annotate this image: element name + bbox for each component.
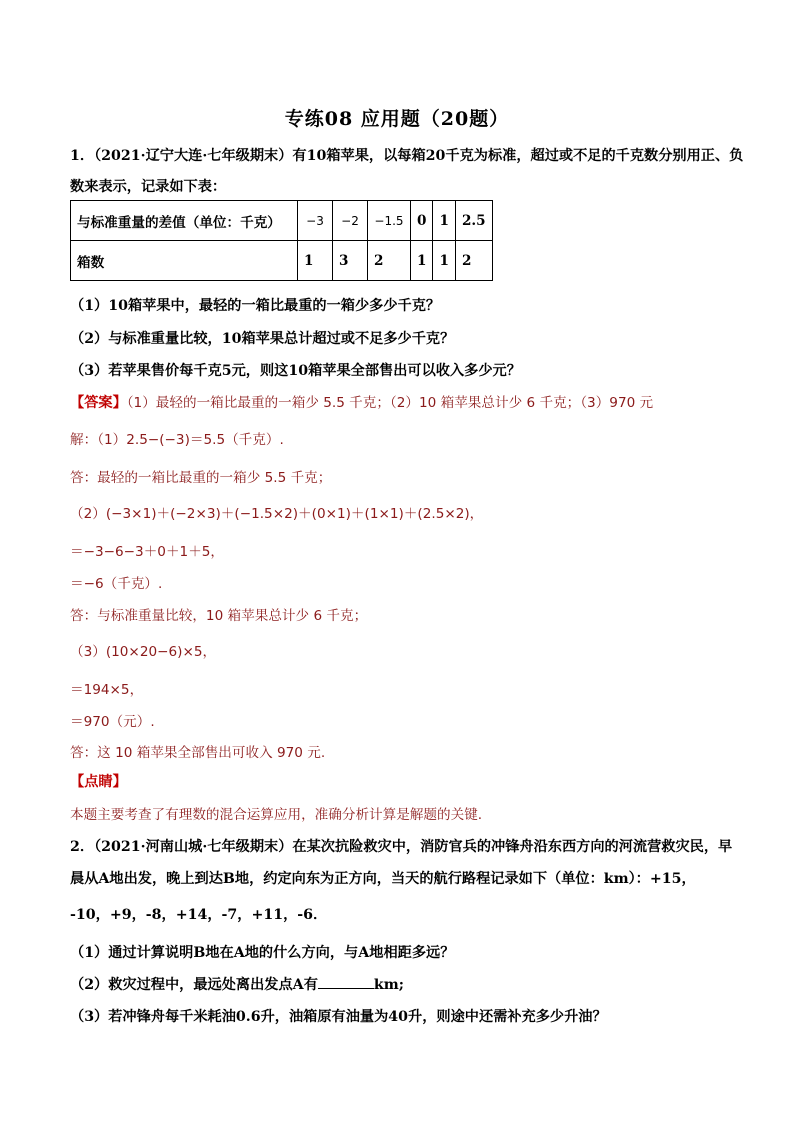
q2-subquestion-2-suffix: km; [373, 977, 404, 993]
q2-subquestion-1: （1）通过计算说明B地在A地的什么方向，与A地相距多远？ [70, 945, 455, 961]
answer-blank [318, 976, 374, 989]
q1-solution-step-6: 答：与标准重量比较，10 箱苹果总计少 6 千克； [70, 608, 368, 624]
table-cell: 1 [411, 241, 433, 281]
q2-subquestion-2 [70, 974, 730, 994]
table-row [71, 241, 493, 281]
q2-stem-line1: 2．（2021·河南山城·七年级期末）在某次抗险救灾中，消防官兵的冲锋舟沿东西方向的河流营救灾民，早 [70, 839, 733, 855]
table-cell: 0 [411, 201, 433, 241]
q1-solution-step-10: 答：这 10 箱苹果全部售出可收入 970 元. [70, 745, 326, 761]
q1-subquestion-1: （1）10箱苹果中，最轻的一箱比最重的一箱少多少千克？ [70, 298, 441, 314]
table-cell: 3 [333, 241, 368, 281]
q1-stem-line2: 数来表示，记录如下表： [70, 179, 227, 195]
table-cell: 1 [433, 201, 455, 241]
q1-solution-step-1: 解：（1）2.5−(−3)＝5.5（千克）. [70, 432, 284, 448]
answer-tag: 【答案】 [70, 395, 127, 411]
q1-stem-line1: 1．（2021·辽宁大连·七年级期末）有10箱苹果，以每箱20千克为标准，超过或不足的千克数分别用正、负 [70, 148, 744, 164]
table-cell: 2 [455, 241, 492, 281]
table-cell: 2 [368, 241, 411, 281]
table-cell: −3 [298, 201, 333, 241]
q2-stem-line2: 晨从A地出发，晚上到达B地，约定向东为正方向，当天的航行路程记录如下（单位：km）：+15， [70, 871, 696, 887]
q1-solution-step-5: ＝−6（千克）. [70, 576, 163, 592]
q1-solution-step-9: ＝970（元）. [70, 714, 155, 730]
q1-comment-tag: 【点睛】 [70, 774, 127, 790]
q2-subquestion-2-prefix: （2）救灾过程中，最远处离出发点A有 [70, 977, 318, 993]
q2-stem-line3: -10，+9，-8，+14，-7，+11，-6． [70, 907, 328, 923]
q1-answer [70, 391, 730, 412]
table-cell: 1 [298, 241, 333, 281]
table-cell: −2 [333, 201, 368, 241]
answer-text: （1）最轻的一箱比最重的一箱少 5.5 千克；（2）10 箱苹果总计少 6 千克；（3）970 元 [126, 395, 654, 411]
table-row-label: 与标准重量的差值（单位：千克） [71, 201, 298, 241]
q1-solution-step-2: 答：最轻的一箱比最重的一箱少 5.5 千克； [70, 470, 332, 486]
q1-subquestion-3: （3）若苹果售价每千克5元，则这10箱苹果全部售出可以收入多少元？ [70, 363, 521, 379]
q1-data-table [70, 200, 493, 281]
q1-solution-step-4: ＝−3−6−3＋0＋1＋5， [70, 544, 225, 560]
table-cell: 2.5 [455, 201, 492, 241]
q1-solution-step-7: （3）(10×20−6)×5， [70, 644, 217, 660]
q1-subquestion-2: （2）与标准重量比较，10箱苹果总计超过或不足多少千克？ [70, 331, 455, 347]
table-row [71, 201, 493, 241]
q2-subquestion-3: （3）若冲锋舟每千米耗油0.6升，油箱原有油量为40升，则途中还需补充多少升油？ [70, 1009, 607, 1025]
table-row-label: 箱数 [71, 241, 298, 281]
table-cell: 1 [433, 241, 455, 281]
table-cell: −1.5 [368, 201, 411, 241]
q1-comment: 本题主要考查了有理数的混合运算应用，准确分析计算是解题的关键. [70, 807, 483, 823]
page-title: 专练08 应用题（20题） [284, 108, 510, 130]
q1-solution-step-3: （2）(−3×1)＋(−2×3)＋(−1.5×2)＋(0×1)＋(1×1)＋(2.5×2)， [70, 506, 484, 522]
q1-solution-step-8: ＝194×5， [70, 682, 144, 698]
